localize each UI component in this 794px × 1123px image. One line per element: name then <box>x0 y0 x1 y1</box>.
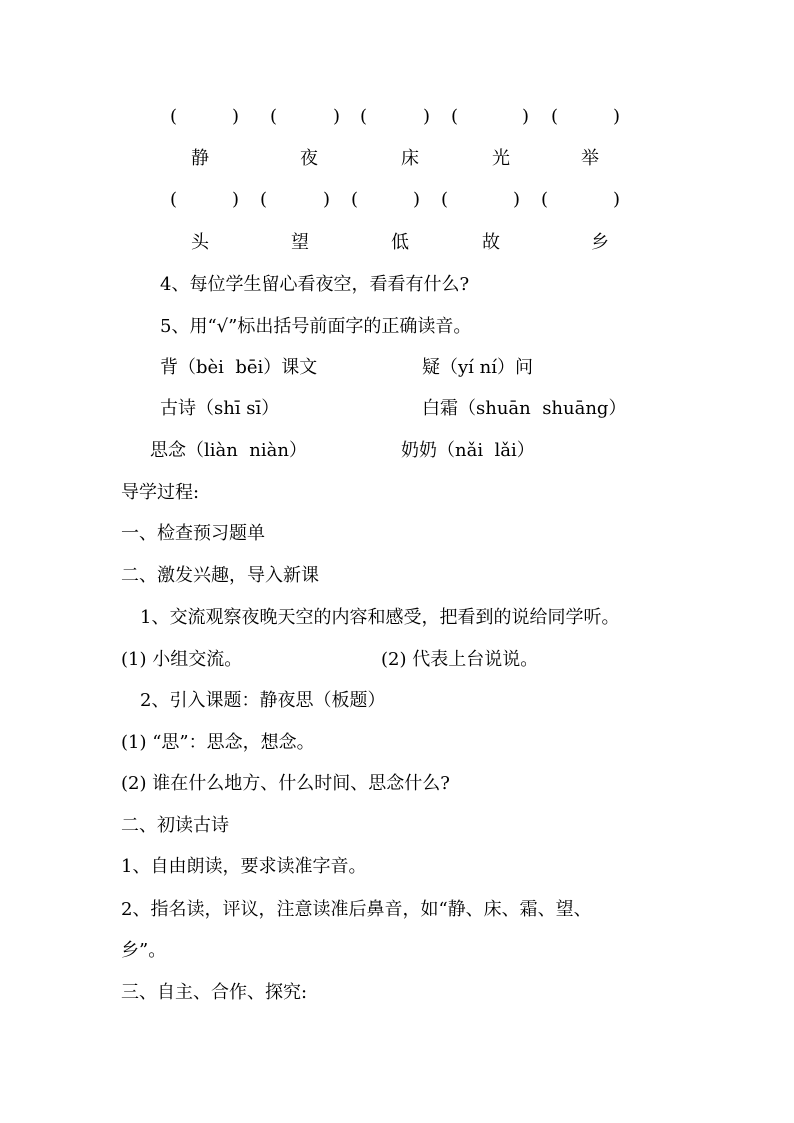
paren-open: ( <box>270 106 278 127</box>
step-2-item-2: 2、引入课题：静夜思（板题） <box>140 690 386 711</box>
step-2-sub-1: (1) 小组交流。 <box>121 649 243 670</box>
paren-close: ) <box>413 189 421 210</box>
char-di: 低 <box>391 232 409 253</box>
section-heading: 导学过程: <box>121 482 200 503</box>
char-gu: 故 <box>482 232 500 253</box>
reading-bei: 背（bèi bēi）课文 <box>160 357 318 378</box>
paren-close: ) <box>613 106 621 127</box>
paren-open: ( <box>551 106 559 127</box>
paren-close: ) <box>232 106 240 127</box>
char-chuang: 床 <box>401 148 419 169</box>
step-3-item-1: 1、自由朗读，要求读准字音。 <box>121 856 367 877</box>
paren-open: ( <box>451 106 459 127</box>
reading-baishuang: 白霜（shuān shuāng） <box>422 398 627 419</box>
step-2: 二、激发兴趣，导入新课 <box>121 565 319 586</box>
step-2-item-2-sub-2: (2) 谁在什么地方、什么时间、思念什么? <box>121 773 450 794</box>
item-5: 5、用“√”标出括号前面字的正确读音。 <box>160 316 472 337</box>
item-4: 4、每位学生留心看夜空，看看有什么? <box>160 274 470 295</box>
paren-close: ) <box>323 189 331 210</box>
step-4: 三、自主、合作、探究: <box>121 982 308 1003</box>
step-2-sub-2: (2) 代表上台说说。 <box>381 649 539 670</box>
char-tou: 头 <box>191 232 209 253</box>
char-jing: 静 <box>191 148 209 169</box>
paren-open: ( <box>170 189 178 210</box>
paren-open: ( <box>170 106 178 127</box>
paren-close: ) <box>513 189 521 210</box>
paren-close: ) <box>522 106 530 127</box>
reading-sinian: 思念（liàn niàn） <box>150 440 307 461</box>
paren-close: ) <box>232 189 240 210</box>
reading-gushi: 古诗（shī sī） <box>160 398 280 419</box>
paren-open: ( <box>541 189 549 210</box>
reading-yi: 疑（yí ní）问 <box>422 357 533 378</box>
paren-open: ( <box>360 106 368 127</box>
paren-close: ) <box>423 106 431 127</box>
reading-nainai: 奶奶（nǎi lǎi） <box>401 440 535 461</box>
paren-close: ) <box>613 189 621 210</box>
step-3-item-2-cont: 乡”。 <box>121 940 167 961</box>
step-2-item-2-sub-1: (1) “思”：思念，想念。 <box>121 732 315 753</box>
char-ye: 夜 <box>300 148 318 169</box>
step-1: 一、检查预习题单 <box>121 523 265 544</box>
step-3-item-2: 2、指名读，评议，注意读准后鼻音，如“静、床、霜、望、 <box>121 899 592 920</box>
char-guang: 光 <box>492 148 510 169</box>
step-2-item-1: 1、交流观察夜晚天空的内容和感受，把看到的说给同学听。 <box>140 607 620 628</box>
paren-open: ( <box>441 189 449 210</box>
step-3: 二、初读古诗 <box>121 815 229 836</box>
paren-open: ( <box>351 189 359 210</box>
paren-close: ) <box>333 106 341 127</box>
char-ju: 举 <box>581 148 599 169</box>
char-xiang: 乡 <box>591 232 609 253</box>
paren-open: ( <box>260 189 268 210</box>
char-wang: 望 <box>291 232 309 253</box>
